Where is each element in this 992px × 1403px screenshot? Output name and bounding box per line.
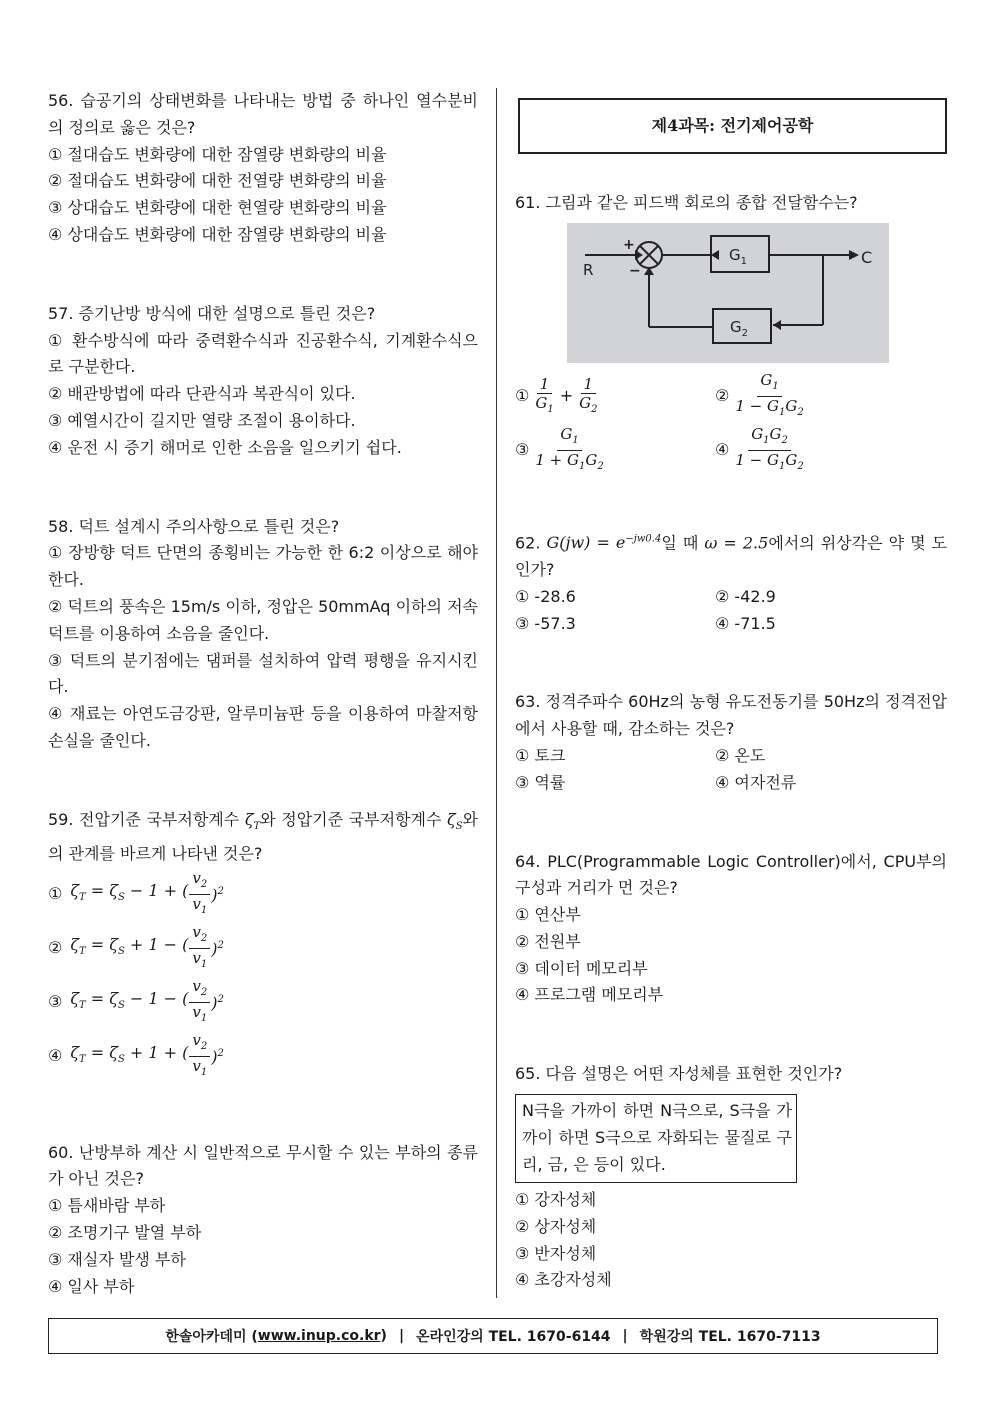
r-label: R: [583, 260, 594, 279]
paren: ): [380, 1328, 387, 1344]
option-3: ③ $\frac{G_1}{1 + G_1G_2}$: [515, 425, 604, 473]
question-61: [515, 190, 947, 475]
option: ② 상자성체: [515, 1216, 597, 1236]
zeta-symbol: $\zeta_T$: [244, 809, 261, 832]
options-grid: [515, 743, 947, 797]
question-stem: 60. 난방부하 계산 시 일반적으로 무시할 수 있는 부하의 종류가 아닌 것은?: [48, 1142, 478, 1189]
question-stem: 64. PLC(Programmable Logic Controller)에서, CPU부의 구성과 거리가 먼 것은?: [515, 851, 947, 898]
question-60: [48, 1140, 478, 1301]
option: ③ 재실자 발생 부하: [48, 1249, 186, 1269]
g2-label: $G_2$: [730, 317, 748, 339]
diagram-svg: [567, 223, 889, 363]
question-stem: 57. 증기난방 방식에 대한 설명으로 틀린 것은?: [48, 303, 376, 323]
minus-sign: −: [629, 262, 641, 279]
right-column: [515, 88, 947, 1294]
c-label: C: [861, 247, 873, 267]
option: ③ -57.3: [515, 613, 576, 633]
option: ② -42.9: [715, 586, 776, 606]
description-box: N극을 가까이 하면 N극으로, S극을 가까이 하면 S극으로 자화되는 물질로 구리, 금, 은 등이 있다.: [515, 1094, 797, 1183]
option: ③ 반자성체: [515, 1243, 597, 1263]
option: ② 절대습도 변화량에 대한 전열량 변화량의 비율: [48, 171, 387, 191]
formula-options: [48, 868, 478, 1084]
option: ④ 상대습도 변화량에 대한 잠열량 변화량의 비율: [48, 224, 387, 244]
option: ③ 역률: [515, 772, 566, 792]
option: ④ 초강자성체: [515, 1270, 612, 1290]
footer-bar: [48, 1318, 938, 1354]
option: ② 배관방법에 따라 단관식과 복관식이 있다.: [48, 384, 356, 404]
stem-text: 59. 전압기준 국부저항계수: [48, 809, 245, 829]
option: ② 온도: [715, 745, 766, 765]
question-57: [48, 301, 478, 462]
online-phone: 온라인강의 TEL. 1670-6144: [416, 1329, 611, 1345]
option: ③ 예열시간이 길지만 열량 조절이 용이하다.: [48, 410, 356, 430]
option: ④ -71.5: [715, 613, 776, 633]
option: ③ 덕트의 분기점에는 댐퍼를 설치하여 압력 평행을 유지시킨다.: [48, 650, 478, 697]
option: ② 전원부: [515, 931, 581, 951]
stem-text: 와 정압기준 국부저항계수: [260, 809, 448, 829]
option: ④ 일사 부하: [48, 1276, 135, 1296]
publisher-name: 한솔아카데미 (: [165, 1329, 258, 1345]
zeta-symbol: $\zeta_S$: [447, 809, 463, 832]
question-56: [48, 88, 478, 249]
question-stem: 62. $G(jw) = e^{-jw0.4}$일 때 ω = 2.5에서의 위상각은 약 몇 도인가?: [515, 533, 948, 579]
option: ③ 데이터 메모리부: [515, 958, 648, 978]
option-2: ② $\frac{G_1}{1 - G_1G_2}$: [715, 371, 804, 419]
option: ④ 프로그램 메모리부: [515, 985, 664, 1005]
option: ③ 상대습도 변화량에 대한 현열량 변화량의 비율: [48, 198, 387, 218]
option: ① 토크: [515, 745, 566, 765]
option: ④ 운전 시 증기 해머로 인한 소음을 일으키기 쉽다.: [48, 437, 402, 457]
option-1: ① $\frac{1}{G_1}$ + $\frac{1}{G_2}$: [515, 374, 598, 415]
question-62: [515, 527, 947, 638]
feedback-block-diagram: [567, 223, 889, 363]
question-stem: [48, 807, 478, 868]
column-divider: [496, 88, 497, 1298]
option: ④ 재료는 아연도금강판, 알루미늄판 등을 이용하여 마찰저항 손실을 줄인다.: [48, 704, 478, 750]
option: ① 틈새바람 부하: [48, 1196, 166, 1216]
option-3: ③ $\zeta_T = \zeta_S - 1$ − ( $\frac{v_2}{v_1}$ )$^2$: [48, 977, 224, 1025]
website-link[interactable]: www.inup.co.kr: [257, 1328, 381, 1344]
question-58: [48, 514, 478, 755]
option: ① 환수방식에 따라 중력환수식과 진공환수식, 기계환수식으로 구분한다.: [48, 330, 478, 377]
option: ① -28.6: [515, 586, 576, 606]
question-stem: 63. 정격주파수 60Hz의 농형 유도전동기를 50Hz의 정격전압에서 사용할 때, 감소하는 것은?: [515, 692, 947, 739]
option: ② 덕트의 풍속은 15m/s 이하, 정압은 50mmAq 이하의 저속덕트를 이용하여 소음을 줄인다.: [48, 596, 478, 643]
g1-label: $G_1$: [729, 245, 747, 267]
question-64: [515, 849, 947, 1010]
question-59: [48, 807, 478, 1084]
option: ① 강자성체: [515, 1190, 597, 1210]
left-column: [48, 88, 478, 1300]
option-4: ④ $\zeta_T = \zeta_S + 1$ + ( $\frac{v_2}{v_1}$ )$^2$: [48, 1031, 224, 1079]
fraction-options: [515, 373, 947, 475]
options-grid: [515, 584, 947, 638]
plus-sign: +: [623, 236, 635, 253]
option: ① 연산부: [515, 905, 581, 925]
option: ① 장방향 덕트 단면의 종횡비는 가능한 한 6:2 이상으로 해야 한다.: [48, 543, 478, 590]
question-stem: 65. 다음 설명은 어떤 자성체를 표현한 것인가?: [515, 1064, 843, 1084]
separator: |: [398, 1328, 405, 1344]
option: ① 절대습도 변화량에 대한 잠열량 변화량의 비율: [48, 144, 387, 164]
option: ④ 여자전류: [715, 772, 797, 792]
option-2: ② $\zeta_T = \zeta_S + 1$ − ( $\frac{v_2}{v_1}$ )$^2$: [48, 923, 224, 971]
question-stem: 58. 덕트 설계시 주의사항으로 틀린 것은?: [48, 516, 340, 536]
question-65: [515, 1061, 947, 1294]
option-4: ④ $\frac{G_1G_2}{1 - G_1G_2}$: [715, 425, 804, 473]
question-stem: 61. 그림과 같은 피드백 회로의 종합 전달함수는?: [515, 193, 858, 212]
section-title: 제4과목: 전기제어공학: [518, 98, 947, 154]
question-63: [515, 689, 947, 796]
option: ② 조명기구 발열 부하: [48, 1222, 202, 1242]
option-1: ① $\zeta_T = \zeta_S - 1$ + ( $\frac{v_2}{v_1}$ )$^2$: [48, 869, 224, 917]
omega-value: ω = 2.5: [704, 533, 769, 553]
stem-text: 와의 관계를 바르게 나타낸 것은?: [48, 809, 479, 863]
academy-phone: 학원강의 TEL. 1670-7113: [639, 1329, 821, 1345]
formula: $G(jw) = e^{-jw0.4}$: [546, 533, 662, 553]
question-stem: 56. 습공기의 상태변화를 나타내는 방법 중 하나인 열수분비의 정의로 옳은 것은?: [48, 91, 478, 137]
separator: |: [622, 1328, 628, 1344]
